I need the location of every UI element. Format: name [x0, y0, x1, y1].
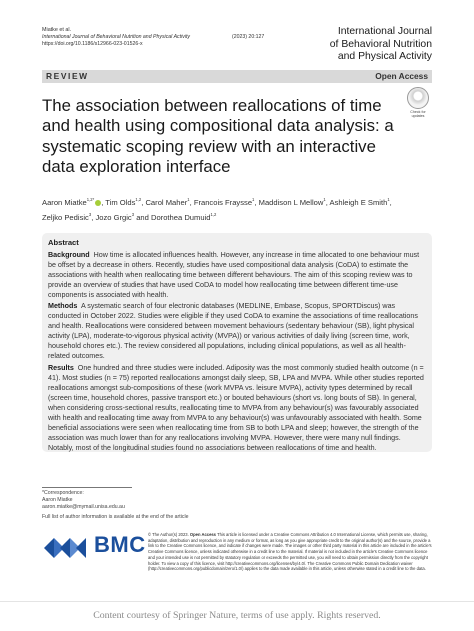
author-name[interactable]: Tim Olds — [105, 198, 136, 207]
orcid-icon[interactable] — [95, 200, 101, 206]
abstract-results: Results One hundred and three studies were included. Adiposity was the most commonly studied health outcome (n = 41). Most studies (n = 75) reported reallocations amongst daily sleep, SB, LPA and MVPA. While other studies reported reallocations amongst sub-compositions of these (work MVPA vs. leisure MVPA), activity types determined by recall (screen time, household chores, passive transport etc.) or bouted behaviours (short vs. long bouts of SB). In general, when considering cross-sectional results, reallocating time to MVPA from any behaviour(s) was favourably associated with health and reallocating time away from MVPA to any behaviour(s) was unfavourably associated with health. Some beneficial associations were seen when reallocating time from SB to both LPA and sleep; however, the strength of the association was much lower than for any reallocations involving MVPA. However, there were many null findings. Notably, most of the longitudinal studies found no associations between reallocations of time and health. — [48, 363, 424, 452]
abstract-box — [42, 233, 432, 452]
journal-title-line: of Behavioral Nutrition — [329, 38, 432, 50]
article-title: The association between reallocations of time and health using compositional data analysis: a systematic scoping review with an interactive data exploration interface — [42, 96, 394, 176]
author-name[interactable]: Carol Maher — [145, 198, 188, 207]
header-doi[interactable]: https://doi.org/10.1186/s12966-023-01526-x — [42, 41, 143, 48]
bmc-wordmark: BMC — [94, 532, 146, 557]
journal-title-line: and Physical Activity — [337, 51, 432, 63]
correspondence — [42, 487, 132, 511]
author-info-note: Full list of author information is available at the end of the article — [42, 514, 189, 520]
header-journal-line: International Journal of Behavioral Nutrition and Physical Activity — [42, 34, 191, 41]
article-type-label: REVIEW — [46, 71, 89, 81]
abstract-methods: Methods A systematic search of four electronic databases (MEDLINE, Embase, Scopus, SPORTDiscus) was conducted in October 2022. Studies were eligible if they used CoDA to examine the associations of time reallocations and health. Reallocations were considered between movement behaviours (sedentary behaviour (SB), light physical activity (LPA), moderate-to-vigorous physical activity (MVPA)) or various activities of daily living (screen time, work, household chores etc.). The review considered all populations, including clinical populations, as well as all health-related outcomes. — [48, 302, 418, 361]
open-access-label: Open Access — [375, 71, 428, 81]
article-type-banner — [42, 70, 432, 83]
check-for-updates-badge[interactable] — [405, 87, 431, 121]
correspondence-email[interactable]: aaron.miatke@mymail.unisa.edu.au — [42, 504, 125, 511]
author-name[interactable]: Jozo Grgic — [95, 213, 132, 222]
abstract-heading: Abstract — [48, 238, 79, 247]
header-author: Miatke et al. — [42, 27, 72, 33]
journal-title — [292, 26, 432, 64]
author-name[interactable]: Maddison L Mellow — [258, 198, 324, 207]
bmc-logo-icon — [42, 530, 92, 566]
author-name[interactable]: Aaron Miatke — [42, 198, 87, 207]
journal-title-line: International Journal — [337, 26, 432, 37]
running-header — [42, 27, 190, 49]
correspondence-name: Aaron Miatke — [42, 497, 73, 504]
correspondence-label: *Correspondence: — [42, 490, 84, 496]
page-footer: Content courtesy of Springer Nature, terms of use apply. Rights reserved. — [93, 610, 381, 621]
divider — [42, 487, 132, 488]
author-name[interactable]: Ashleigh E Smith — [329, 198, 388, 207]
check-for-updates-icon — [407, 87, 429, 109]
license-text: © The Author(s) 2023. Open Access This article is licensed under a Creative Commons Attribution 4.0 International License, which permits use, sharing, adaptation, distribution and reproduction in any medium or format, as long as you give appropriate credit to the original author(s) and the source, provide a link to the Creative Commons licence, and indicate if changes were made. The images or other third party material in this article are included in the article's Creative Commons licence, unless indicated otherwise in a credit line to the material. If material is not included in the article's Creative Commons licence and your intended use is not permitted by statutory regulation or exceeds the permitted use, you will need to obtain permission directly from the copyright holder. To view a copy of this licence, visit http://creativecommons.org/licenses/by/4.0/. The Creative Commons Public Domain Dedication waiver (http://creativecommons.org/publicdomain/zero/1.0/) applies to the data made available in this article, unless otherwise stated in a credit line to the data. — [148, 532, 432, 572]
badge-text: Check for updates — [410, 110, 426, 119]
bmc-logo — [42, 530, 146, 566]
abstract-background: Background How time is allocated influences health. However, any increase in time allocated to one behaviour must be offset by a decrease in others. Recently, studies have used compositional data analysis (CoDA) to estimate the associations with health when reallocating time between different behaviours. The aim of this scoping review was to provide an overview of studies that have used CoDA to model how reallocating time between different time-use components is associated with health. — [48, 251, 420, 300]
footer-divider — [0, 601, 474, 602]
author-name[interactable]: Dorothea Dumuid — [150, 213, 211, 222]
author-name[interactable]: Francois Fraysse — [193, 198, 253, 207]
author-list: Aaron Miatke$^{1,2*}$ , Tim Olds$^{1,2}$, Carol Maher$^1$, Francois Fraysse$^1$, Maddison L Mellow$^1$, Ashleigh E Smith$^1$, Zeljko Pedisic$^3$, Jozo Grgic$^3$ and Dorothea Dumuid$^{1,2}$ — [42, 197, 392, 222]
author-name[interactable]: Zeljko Pedisic — [42, 213, 89, 222]
header-year-volume: (2023) 20:127 — [232, 34, 265, 40]
